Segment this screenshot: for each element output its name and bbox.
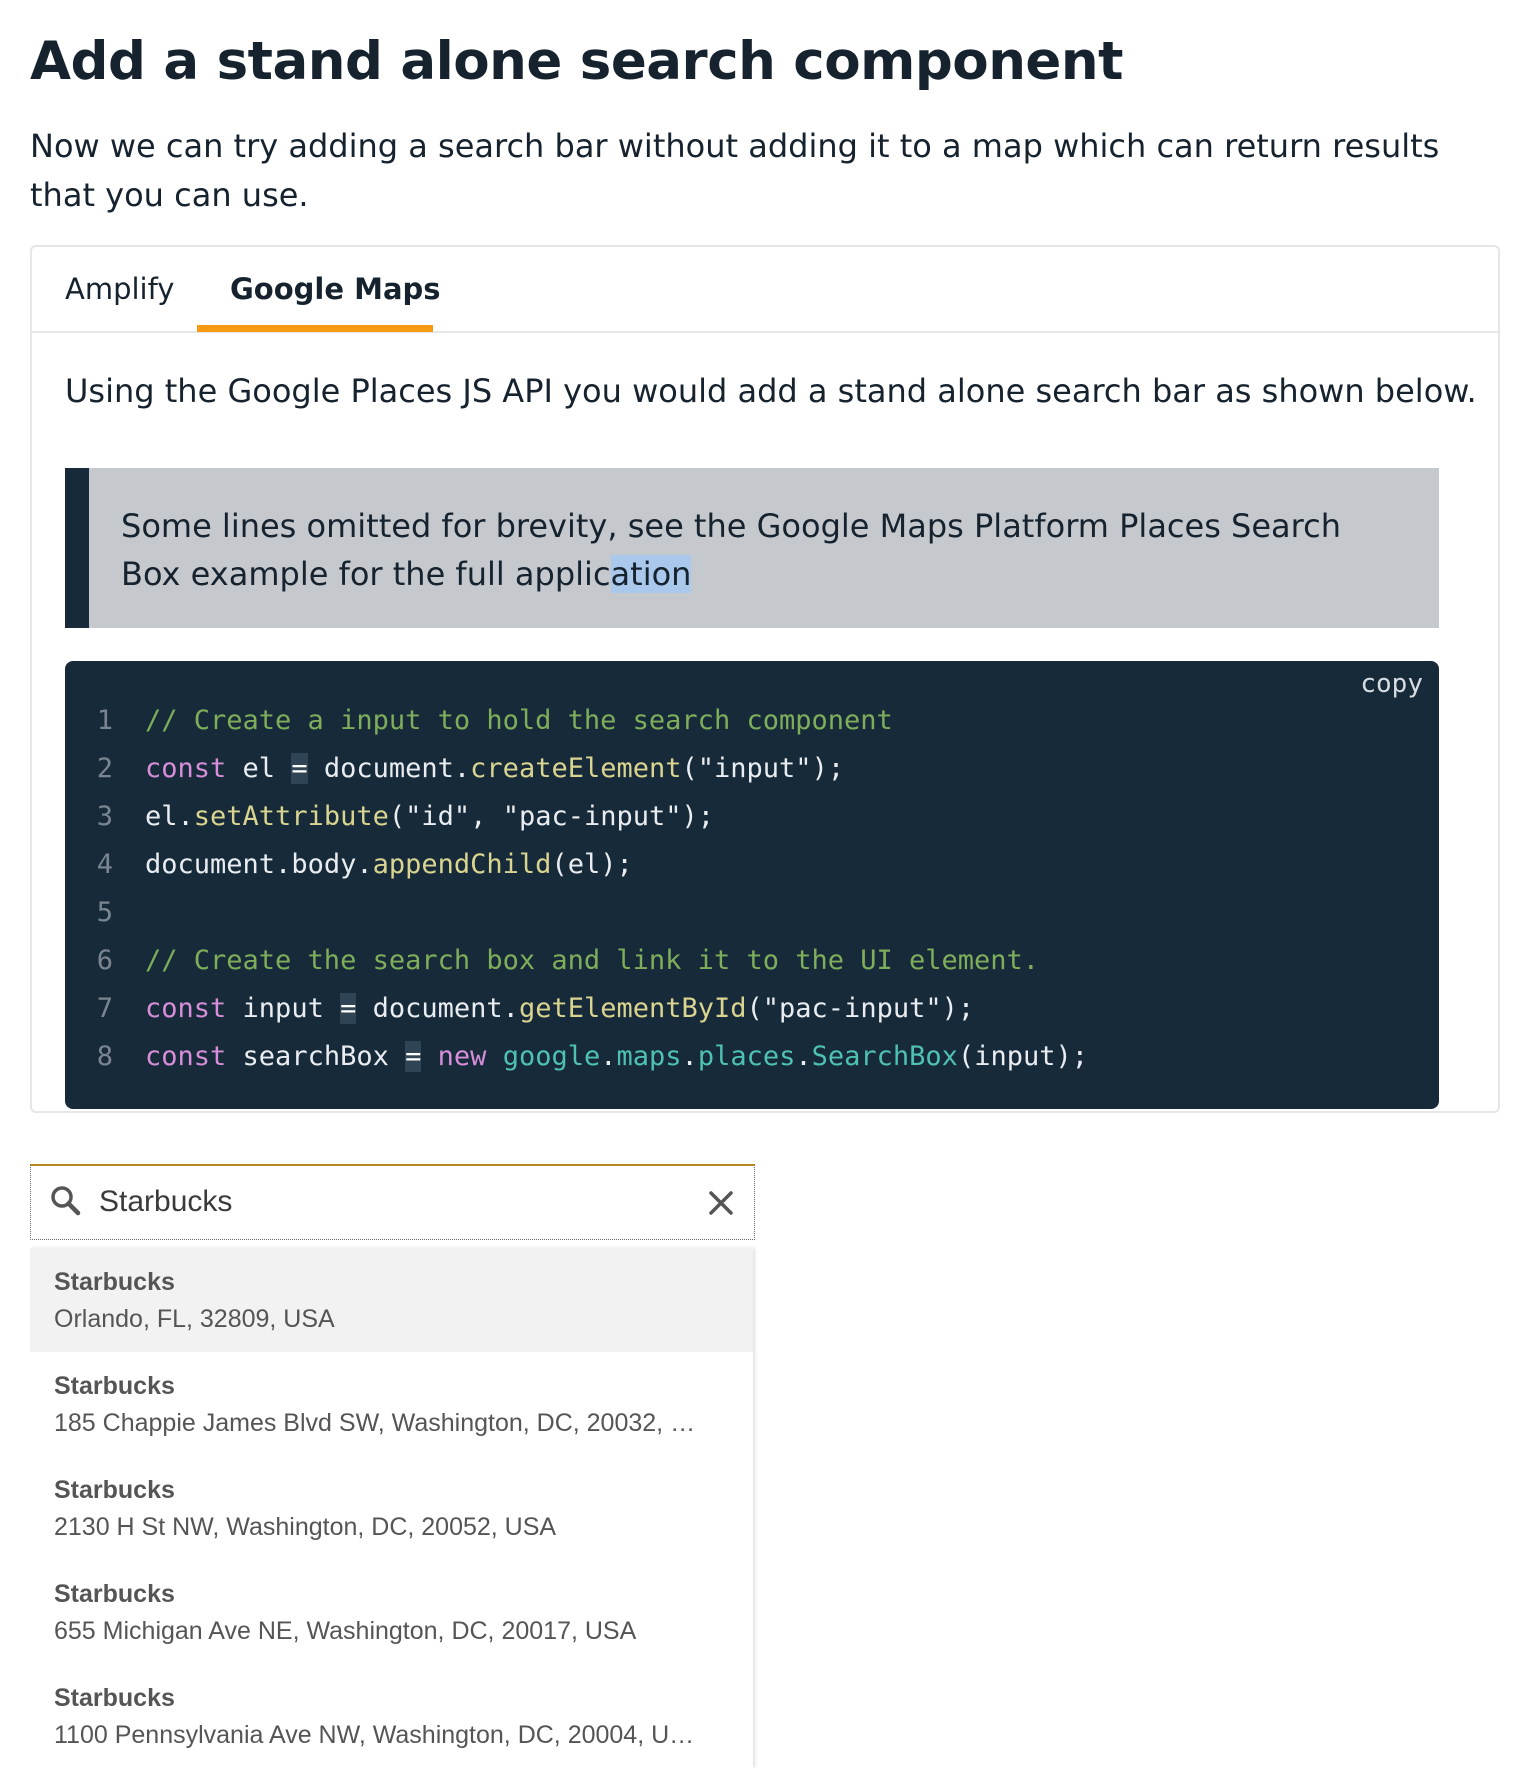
search-result-item[interactable] <box>30 1664 753 1768</box>
tab-google-maps[interactable]: Google Maps <box>230 272 441 306</box>
close-icon[interactable] <box>704 1186 738 1220</box>
tab-bar <box>32 247 1498 333</box>
page-title: Add a stand alone search component <box>30 31 1123 92</box>
line-number: 6 <box>96 945 113 976</box>
code-line <box>65 985 1439 1033</box>
result-name: Starbucks <box>54 1372 175 1400</box>
doc-page <box>30 26 1496 1749</box>
code-line <box>65 1033 1439 1081</box>
selected-text: ation <box>610 555 692 593</box>
code-block <box>65 661 1439 1109</box>
code-text: const searchBox = new google.maps.places.SearchBox(input); <box>145 1041 1088 1072</box>
info-callout <box>65 468 1439 628</box>
line-number: 2 <box>96 753 113 784</box>
result-address: 1100 Pennsylvania Ave NW, Washington, DC, 20004, U… <box>54 1721 695 1749</box>
search-results-list <box>30 1248 753 1768</box>
code-text: const input = document.getElementById("pac-input"); <box>145 993 975 1024</box>
active-tab-indicator <box>197 325 433 332</box>
code-line <box>65 745 1439 793</box>
code-line <box>65 889 1439 937</box>
code-line <box>65 793 1439 841</box>
tab-amplify[interactable]: Amplify <box>65 272 175 306</box>
line-number: 4 <box>96 849 113 880</box>
result-address: 655 Michigan Ave NE, Washington, DC, 20017, USA <box>54 1617 637 1645</box>
search-widget <box>30 1164 755 1749</box>
line-number: 8 <box>96 1041 113 1072</box>
search-input[interactable] <box>99 1178 659 1226</box>
result-name: Starbucks <box>54 1268 175 1296</box>
code-text: // Create a input to hold the search component <box>145 705 893 736</box>
code-line <box>65 841 1439 889</box>
search-icon <box>49 1184 83 1218</box>
result-address: 185 Chappie James Blvd SW, Washington, DC, 20032, … <box>54 1409 696 1437</box>
search-result-item[interactable] <box>30 1456 753 1560</box>
intro-text: Now we can try adding a search bar without adding it to a map which can return results that you can use. <box>30 127 1440 214</box>
line-number: 1 <box>96 705 113 736</box>
result-name: Starbucks <box>54 1580 175 1608</box>
code-line <box>65 937 1439 985</box>
callout-text <box>121 502 1381 598</box>
code-lines <box>65 697 1439 1081</box>
result-name: Starbucks <box>54 1684 175 1712</box>
code-line <box>65 697 1439 745</box>
copy-button[interactable]: copy <box>1360 669 1423 699</box>
search-result-item[interactable] <box>30 1352 753 1456</box>
result-name: Starbucks <box>54 1476 175 1504</box>
line-number: 5 <box>96 897 113 928</box>
panel-description: Using the Google Places JS API you would add a stand alone search bar as shown below. <box>65 372 1477 410</box>
tabs-card <box>30 245 1500 1113</box>
code-text: const el = document.createElement("input"); <box>145 753 845 784</box>
search-result-item[interactable] <box>30 1248 753 1352</box>
result-address: Orlando, FL, 32809, USA <box>54 1305 335 1333</box>
search-box <box>30 1164 755 1240</box>
line-number: 7 <box>96 993 113 1024</box>
line-number: 3 <box>96 801 113 832</box>
code-text: el.setAttribute("id", "pac-input"); <box>145 801 715 832</box>
result-address: 2130 H St NW, Washington, DC, 20052, USA <box>54 1513 557 1541</box>
code-text: document.body.appendChild(el); <box>145 849 633 880</box>
search-result-item[interactable] <box>30 1560 753 1664</box>
callout-text-main: Some lines omitted for brevity, see the Google Maps Platform Places Search Box example for the full applic <box>121 507 1341 593</box>
code-text: // Create the search box and link it to the UI element. <box>145 945 1040 976</box>
